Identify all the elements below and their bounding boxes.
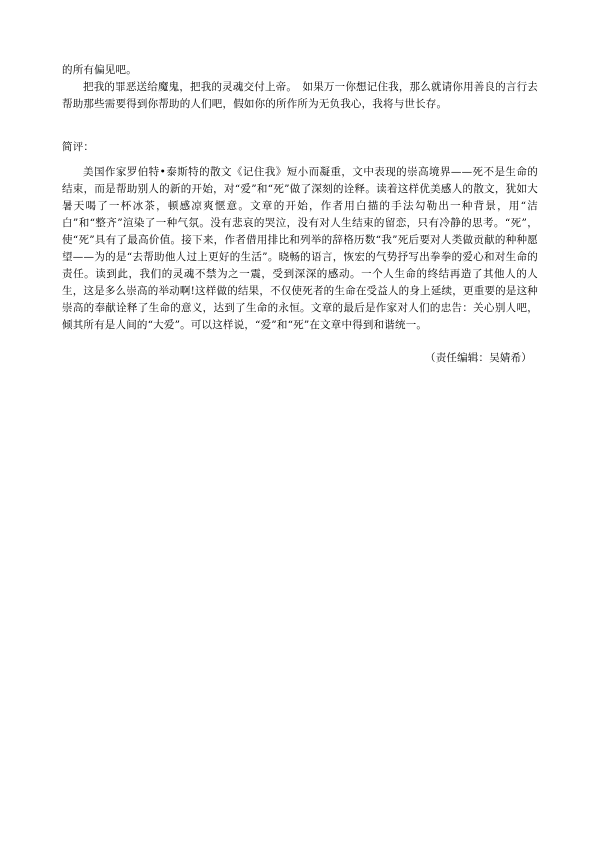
editor-credit: （责任编辑：吴婧希） xyxy=(425,352,532,364)
top-text-fragment: 的所有偏见吧。 xyxy=(62,64,137,76)
paragraph-review-body: 美国作家罗伯特•泰斯特的散文《记住我》短小而凝重，文中表现的崇高境界——死不是生命的结束，而是帮助别人的新的开始，对“爱”和“死”做了深刻的诠释。读着这样优美感人的散文，犹如大暑天喝了一杯冰茶，顿感凉爽惬意。文章的开始，作者用白描的手法勾勒出一种背景，用“洁白”和“整齐”渲染了一种气氛。没有悲哀的哭泣，没有对人生结束的留恋，只有冷静的思考。“死”，使“死”具有了最高价值。接下来，作者借用排比和列举的辞格历数“我”死后要对人类做贡献的种种愿望——为的是“去帮助他人过上更好的生活”。晓畅的语言，恢宏的气势抒写出拳拳的爱心和对生命的责任。读到此，我们的灵魂不禁为之一震，受到深深的感动。一个人生命的终结再造了其他人的人生，这是多么崇高的举动啊!这样做的结果，不仅使死者的生命在受益人的身上延续，更重要的是这种崇高的奉献诠释了生命的意义，达到了生命的永恒。文章的最后是作家对人们的忠告：关心别人吧，倾其所有是人间的“大爱”。可以这样说，“爱”和“死”在文章中得到和谐统一。 xyxy=(62,166,538,331)
paragraph-remember-me: 把我的罪恶送给魔鬼，把我的灵魂交付上帝。 如果万一你想记住我，那么就请你用善良的言行去帮助那些需要得到你帮助的人们吧，假如你的所作所为无负我心，我将与世长存。 xyxy=(62,81,538,110)
document-body xyxy=(62,62,538,368)
section-gap xyxy=(62,113,538,139)
page-tail-spacer xyxy=(62,367,538,368)
section-heading-review: 简评： xyxy=(62,141,95,153)
heading-gap xyxy=(62,156,538,160)
